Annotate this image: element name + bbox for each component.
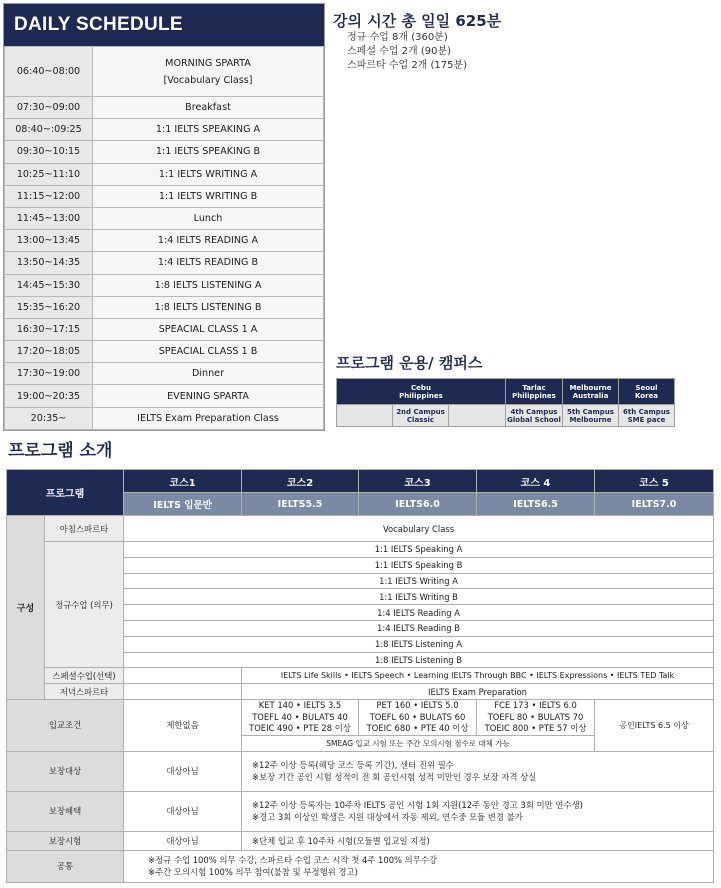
entry-line: KET 140 • IELTS 3.5 <box>258 700 342 711</box>
schedule-time: 08:40~:09:25 <box>5 119 93 141</box>
special-class-label: 스페셜수업(선택) <box>45 668 124 684</box>
campus-line: Tarlac <box>522 383 546 392</box>
entry-line: FCE 173 • IELTS 6.0 <box>494 700 577 711</box>
campus-line: Australia <box>572 391 609 400</box>
entry-none: 제한없음 <box>124 699 242 751</box>
schedule-row <box>5 296 324 318</box>
campus-empty-cell <box>337 405 393 427</box>
course-level: IELTS6.5 <box>477 493 595 516</box>
activity-line: [Vocabulary Class] <box>163 74 253 86</box>
course-level: IELTS7.0 <box>595 493 714 516</box>
course-header: 코스1 <box>124 470 242 493</box>
activity-line: MORNING SPARTA <box>165 57 251 69</box>
lecture-total-title: 강의 시간 총 일일 625분 <box>333 12 502 30</box>
campus-line: 6th Campus <box>623 407 670 416</box>
schedule-activity: SPEACIAL CLASS 1 A <box>93 318 324 340</box>
schedule-row <box>5 230 324 252</box>
common-label: 공통 <box>7 850 124 882</box>
guarantee-target-value <box>242 751 714 791</box>
entry-line: TOEIC 490 • PTE 28 이상 <box>249 723 351 734</box>
regular-class-item: 1:4 IELTS Reading B <box>124 620 714 636</box>
guarantee-benefit-value <box>242 791 714 831</box>
campus-seoul <box>619 379 675 405</box>
note-line: ※정규 수업 100% 의무 수강, 스파르타 수업 코스 시작 첫 4주 100% 의무수강 <box>148 855 438 866</box>
entry-line: TOEFL 40 • BULATS 40 <box>252 711 348 722</box>
note-line: ※주간 모의시험 100% 의무 참여(불참 및 부정행위 경고) <box>148 867 358 878</box>
note-line: ※12주 이상 등록(해당 코스 등록 기간), 센터 진위 필수 <box>252 760 454 771</box>
campus-line: 5th Campus <box>567 407 614 416</box>
campus-line: Philippines <box>512 391 556 400</box>
schedule-row <box>5 385 324 407</box>
campus-2nd <box>393 405 449 427</box>
schedule-activity: SPEACIAL CLASS 1 B <box>93 341 324 363</box>
schedule-time: 09:30~10:15 <box>5 141 93 163</box>
schedule-activity: 1:4 IELTS READING B <box>93 252 324 274</box>
schedule-activity: Dinner <box>93 363 324 385</box>
campus-line: Seoul <box>635 383 658 392</box>
lecture-summary <box>333 10 501 73</box>
evening-sparta-label: 저녁스파르타 <box>45 684 124 700</box>
regular-class-item: 1:8 IELTS Listening B <box>124 652 714 668</box>
campus-line: Cebu <box>411 383 431 392</box>
schedule-time: 07:30~09:00 <box>5 97 93 119</box>
schedule-time: 10:25~11:10 <box>5 163 93 185</box>
campus-line: Philippines <box>399 391 443 400</box>
schedule-time: 11:15~12:00 <box>5 185 93 207</box>
course-header: 코스2 <box>242 470 359 493</box>
guarantee-exam-label: 보장시험 <box>7 831 124 850</box>
common-value <box>124 850 714 882</box>
course-header: 코스 4 <box>477 470 595 493</box>
course-level: IELTS5.5 <box>242 493 359 516</box>
campus-tarlac <box>506 379 563 405</box>
entry-line: TOEIC 800 • PTE 57 이상 <box>484 723 587 734</box>
schedule-row <box>5 185 324 207</box>
guarantee-exam-value: ※단체 입교 후 10주차 시험(모듈별 입교일 지정) <box>242 831 714 850</box>
schedule-row <box>5 163 324 185</box>
schedule-row <box>5 119 324 141</box>
campus-cebu <box>337 379 506 405</box>
schedule-row <box>5 407 324 429</box>
schedule-row <box>5 97 324 119</box>
entry-line: TOEIC 680 • PTE 40 이상 <box>366 723 469 734</box>
schedule-activity: 1:1 IELTS SPEAKING A <box>93 119 324 141</box>
schedule-time: 13:00~13:45 <box>5 230 93 252</box>
schedule-row <box>5 252 324 274</box>
schedule-activity: 1:4 IELTS READING A <box>93 230 324 252</box>
guarantee-target-na: 대상아님 <box>124 751 242 791</box>
schedule-time: 16:30~17:15 <box>5 318 93 340</box>
entry-course5: 공인IELTS 6.5 이상 <box>595 699 714 751</box>
schedule-activity: 1:8 IELTS LISTENING B <box>93 296 324 318</box>
morning-sparta-value: Vocabulary Class <box>124 516 714 542</box>
lecture-line: 스파르타 수업 2개 (175분) <box>347 60 468 71</box>
program-header-label: 프로그램 <box>7 470 124 516</box>
schedule-row <box>5 141 324 163</box>
entry-line: PET 160 • IELTS 5.0 <box>376 700 459 711</box>
lecture-line: 정규 수업 8개 (360분) <box>347 32 448 43</box>
campus-line: Melbourne <box>569 415 612 424</box>
regular-class-label: 정규수업 (의무) <box>45 542 124 668</box>
regular-class-item: 1:1 IELTS Writing A <box>124 573 714 589</box>
note-line: ※12주 이상 등록자는 10주차 IELTS 공인 시험 1회 지원(12주 동안 경고 3회 미만 연수생) <box>252 800 583 811</box>
schedule-activity: EVENING SPARTA <box>93 385 324 407</box>
regular-class-item: 1:1 IELTS Writing B <box>124 589 714 605</box>
daily-schedule <box>3 3 325 431</box>
schedule-row <box>5 363 324 385</box>
schedule-time: 11:45~13:00 <box>5 207 93 229</box>
morning-sparta-label: 아침스파르타 <box>45 516 124 542</box>
schedule-title: DAILY SCHEDULE <box>4 4 324 46</box>
schedule-table <box>4 46 324 430</box>
schedule-row <box>5 274 324 296</box>
campus-empty-cell <box>449 405 506 427</box>
guarantee-benefit-na: 대상아님 <box>124 791 242 831</box>
schedule-activity: Breakfast <box>93 97 324 119</box>
schedule-activity: 1:8 IELTS LISTENING A <box>93 274 324 296</box>
schedule-time: 13:50~14:35 <box>5 252 93 274</box>
evening-sparta-empty <box>124 684 242 700</box>
campus-line: 2nd Campus <box>396 407 445 416</box>
schedule-row <box>5 207 324 229</box>
schedule-time: 06:40~08:00 <box>5 47 93 97</box>
entry-course4 <box>477 699 595 735</box>
regular-class-item: 1:8 IELTS Listening A <box>124 636 714 652</box>
campus-5th <box>563 405 619 427</box>
lecture-line: 스페셜 수업 2개 (90분) <box>347 46 452 57</box>
campus-line: SME pace <box>627 415 666 424</box>
program-title: 프로그램 소개 <box>8 441 113 461</box>
regular-class-item: 1:1 IELTS Speaking A <box>124 542 714 558</box>
campus-melbourne <box>563 379 619 405</box>
schedule-row <box>5 318 324 340</box>
course-level: IELTS 입문반 <box>124 493 242 516</box>
note-line: ※보장 기간 공인 시험 성적이 전 회 공인시험 성적 미만인 경우 보장 자격 상실 <box>252 772 537 783</box>
campus-line: Global School <box>507 415 561 424</box>
special-class-value: IELTS Life Skills • IELTS Speech • Learning IELTS Through BBC • IELTS Expressions • IELTS TED Talk <box>242 668 714 684</box>
campus-line: Melbourne <box>569 383 612 392</box>
schedule-activity: IELTS Exam Preparation Class <box>93 407 324 429</box>
course-header: 코스 5 <box>595 470 714 493</box>
entry-condition-label: 입교조건 <box>7 699 124 751</box>
campus-4th <box>506 405 563 427</box>
course-header: 코스3 <box>359 470 477 493</box>
schedule-time: 17:20~18:05 <box>5 341 93 363</box>
campus-title: 프로그램 운용/ 캠퍼스 <box>336 354 483 372</box>
schedule-time: 14:45~15:30 <box>5 274 93 296</box>
campus-line: 4th Campus <box>510 407 558 416</box>
schedule-activity: 1:1 IELTS WRITING B <box>93 185 324 207</box>
evening-sparta-value: IELTS Exam Preparation <box>242 684 714 700</box>
guarantee-benefit-label: 보장혜택 <box>7 791 124 831</box>
entry-course3 <box>359 699 477 735</box>
schedule-time: 17:30~19:00 <box>5 363 93 385</box>
campus-table <box>336 378 675 427</box>
guarantee-exam-na: 대상아님 <box>124 831 242 850</box>
entry-course2 <box>242 699 359 735</box>
schedule-activity: 1:1 IELTS WRITING A <box>93 163 324 185</box>
campus-line: Classic <box>406 415 435 424</box>
regular-class-item: 1:1 IELTS Speaking B <box>124 557 714 573</box>
schedule-time: 19:00~20:35 <box>5 385 93 407</box>
schedule-row <box>5 47 324 97</box>
campus-6th <box>619 405 675 427</box>
note-line: ※경고 3회 이상인 학생은 지원 대상에서 자동 제외, 연수중 모듈 변경 불가 <box>252 812 523 823</box>
schedule-activity <box>93 47 324 97</box>
program-table <box>6 469 714 883</box>
entry-note: SMEAG 입교 시험 또는 주간 모의시험 점수로 대체 가능 <box>242 735 595 751</box>
composition-label: 구성 <box>7 516 45 700</box>
regular-class-item: 1:4 IELTS Reading A <box>124 605 714 621</box>
schedule-activity: Lunch <box>93 207 324 229</box>
schedule-activity: 1:1 IELTS SPEAKING B <box>93 141 324 163</box>
guarantee-target-label: 보장대상 <box>7 751 124 791</box>
schedule-time: 20:35~ <box>5 407 93 429</box>
entry-line: TOEFL 80 • BULATS 70 <box>487 711 584 722</box>
schedule-row <box>5 341 324 363</box>
course-level: IELTS6.0 <box>359 493 477 516</box>
campus-line: Korea <box>634 391 659 400</box>
schedule-time: 15:35~16:20 <box>5 296 93 318</box>
special-class-empty <box>124 668 242 684</box>
entry-line: TOEFL 60 • BULATS 60 <box>369 711 466 722</box>
